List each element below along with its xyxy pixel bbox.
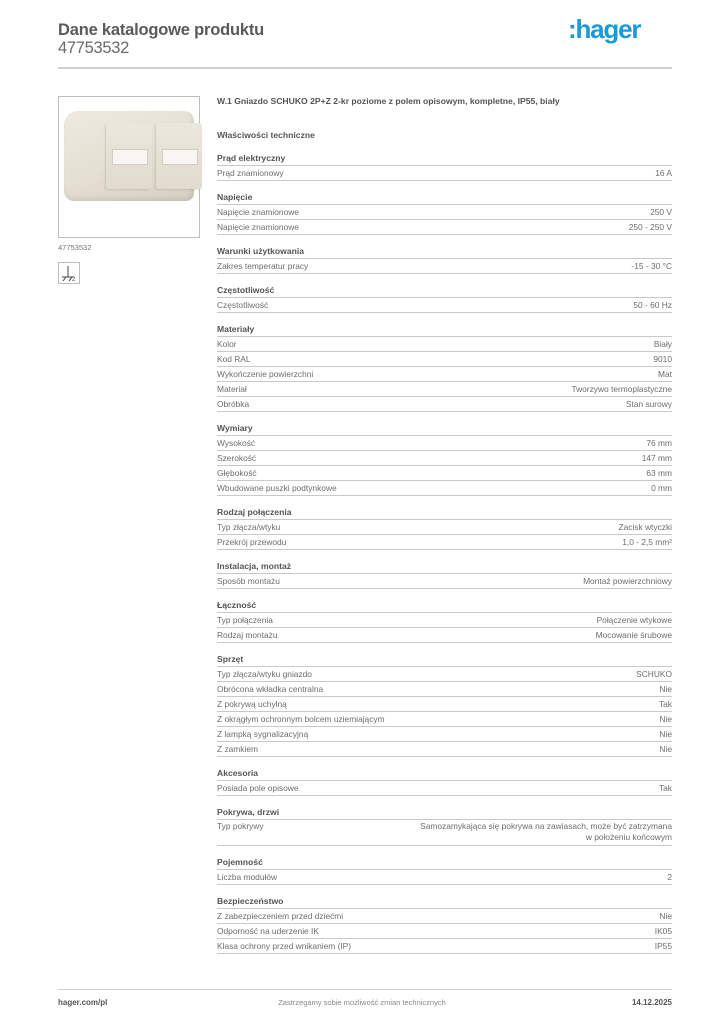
property-group [217, 151, 672, 181]
label-field [162, 149, 198, 165]
group-heading: Łączność [217, 598, 672, 613]
property-label: Typ złącza/wtyku [217, 522, 281, 532]
section-title: Właściwości techniczne [217, 130, 315, 140]
product-number: 47753532 [58, 39, 130, 57]
property-row [217, 939, 672, 954]
property-row [217, 451, 672, 466]
socket-body [64, 111, 194, 201]
group-heading: Akcesoria [217, 766, 672, 781]
property-value: Nie [659, 714, 672, 724]
property-value: Nie [659, 729, 672, 739]
property-value: 16 A [655, 168, 672, 178]
footer-date: 14.12.2025 [631, 998, 672, 1007]
property-row [217, 909, 672, 924]
property-row [217, 781, 672, 796]
property-row [217, 352, 672, 367]
property-group [217, 322, 672, 412]
property-value: 147 mm [641, 453, 672, 463]
property-label: Obróbka [217, 399, 250, 409]
footer-disclaimer: Zastrzegamy sobie możliwość zmian technicznych [278, 998, 446, 1007]
property-row [217, 613, 672, 628]
property-row [217, 870, 672, 885]
header-divider [58, 67, 672, 69]
property-value: Montaż powierzchniowy [583, 576, 672, 586]
property-value: Stan surowy [625, 399, 672, 409]
property-label: Typ złącza/wtyku gniazdo [217, 669, 312, 679]
property-row [217, 924, 672, 939]
property-label: Głębokość [217, 468, 257, 478]
property-row [217, 337, 672, 352]
property-row [217, 481, 672, 496]
group-heading: Sprzęt [217, 652, 672, 667]
property-label: Zakres temperatur pracy [217, 261, 309, 271]
property-row [217, 535, 672, 550]
property-group [217, 421, 672, 496]
property-row [217, 712, 672, 727]
property-label: Kod RAL [217, 354, 251, 364]
group-heading: Pokrywa, drzwi [217, 805, 672, 820]
property-group [217, 505, 672, 550]
property-group [217, 894, 672, 954]
property-value: 1,0 - 2,5 mm² [622, 537, 672, 547]
property-group [217, 244, 672, 274]
property-row [217, 697, 672, 712]
property-label: Obrócona wkładka centralna [217, 684, 324, 694]
property-label: Prąd znamionowy [217, 168, 284, 178]
property-row [217, 742, 672, 757]
property-group [217, 559, 672, 589]
property-row [217, 436, 672, 451]
property-label: Z zabezpieczeniem przed dziećmi [217, 911, 344, 921]
property-value: 0 mm [651, 483, 672, 493]
property-value: 76 mm [646, 438, 672, 448]
socket-lid-right [156, 123, 202, 189]
property-group [217, 283, 672, 313]
group-heading: Częstotliwość [217, 283, 672, 298]
group-heading: Materiały [217, 322, 672, 337]
property-label: Typ pokrywy [217, 821, 264, 831]
group-heading: Warunki użytkowania [217, 244, 672, 259]
property-value: Biały [653, 339, 672, 349]
property-row [217, 298, 672, 313]
product-image [58, 96, 200, 238]
property-group [217, 652, 672, 757]
footer-divider [58, 989, 672, 990]
property-value: 9010 [653, 354, 672, 364]
product-title: W.1 Gniazdo SCHUKO 2P+Z 2-kr poziome z polem opisowym, kompletne, IP55, biały [217, 96, 560, 106]
property-label: Kolor [217, 339, 237, 349]
image-caption: 47753532 [58, 243, 92, 252]
property-label: Wykończenie powierzchni [217, 369, 314, 379]
property-row [217, 727, 672, 742]
property-row [217, 220, 672, 235]
property-row [217, 466, 672, 481]
group-heading: Bezpieczeństwo [217, 894, 672, 909]
group-heading: Wymiary [217, 421, 672, 436]
property-value: IP55 [654, 941, 672, 951]
property-group [217, 598, 672, 643]
property-row [217, 820, 672, 846]
group-heading: Pojemność [217, 855, 672, 870]
property-label: Posiada pole opisowe [217, 783, 299, 793]
svg-text:2: 2 [72, 277, 76, 283]
property-value: Tak [658, 783, 672, 793]
hager-logo: :hager [568, 14, 641, 44]
property-label: Częstotliwość [217, 300, 269, 310]
property-label: Z pokrywą uchylną [217, 699, 287, 709]
property-row [217, 367, 672, 382]
property-value: 63 mm [646, 468, 672, 478]
property-row [217, 205, 672, 220]
surface-mount-symbol-icon [58, 262, 80, 284]
property-row [217, 628, 672, 643]
property-label: Napięcie znamionowe [217, 222, 299, 232]
property-row [217, 682, 672, 697]
property-value: 2 [667, 872, 672, 882]
property-group [217, 190, 672, 235]
property-label: Napięcie znamionowe [217, 207, 299, 217]
property-row [217, 397, 672, 412]
property-label: Materiał [217, 384, 247, 394]
technical-data [217, 93, 672, 954]
property-value: 250 - 250 V [628, 222, 672, 232]
property-row [217, 382, 672, 397]
property-group [217, 855, 672, 885]
property-row [217, 574, 672, 589]
property-label: Z zamkiem [217, 744, 258, 754]
property-group [217, 805, 672, 846]
property-row [217, 166, 672, 181]
property-value: Tak [658, 699, 672, 709]
property-row [217, 259, 672, 274]
property-row [217, 667, 672, 682]
group-heading: Napięcie [217, 190, 672, 205]
group-heading: Prąd elektryczny [217, 151, 672, 166]
property-value: Nie [659, 744, 672, 754]
property-value: -15 - 30 °C [631, 261, 672, 271]
property-label: Sposób montażu [217, 576, 280, 586]
label-field [112, 149, 148, 165]
property-value: 250 V [650, 207, 672, 217]
property-value: SCHUKO [636, 669, 672, 679]
property-value: Samozamykająca się pokrywa na zawiasach, może być zatrzymana w położeniu końcowym [420, 821, 672, 842]
property-value: Połączenie wtykowe [596, 615, 672, 625]
property-value: Mat [658, 369, 672, 379]
property-label: Odporność na uderzenie IK [217, 926, 319, 936]
property-value: Nie [659, 684, 672, 694]
property-label: Wbudowane puszki podtynkowe [217, 483, 337, 493]
property-value: Tworzywo termoplastyczne [571, 384, 672, 394]
property-label: Przekrój przewodu [217, 537, 287, 547]
property-label: Wysokość [217, 438, 256, 448]
property-value: Nie [659, 911, 672, 921]
document-title: Dane katalogowe produktu [58, 21, 265, 39]
socket-lid-left [106, 123, 152, 189]
property-groups [217, 151, 672, 954]
property-value: 50 - 60 Hz [633, 300, 672, 310]
group-heading: Rodzaj połączenia [217, 505, 672, 520]
property-label: Typ połączenia [217, 615, 273, 625]
property-value: IK05 [654, 926, 672, 936]
property-label: Liczba modułów [217, 872, 278, 882]
property-value: Mocowanie śrubowe [595, 630, 672, 640]
property-label: Szerokość [217, 453, 257, 463]
property-group [217, 766, 672, 796]
property-label: Z okrągłym ochronnym bolcem uziemiającym [217, 714, 385, 724]
group-heading: Instalacja, montaż [217, 559, 672, 574]
property-value: Zacisk wtyczki [618, 522, 672, 532]
footer-website-link[interactable]: hager.com/pl [58, 998, 108, 1007]
property-label: Klasa ochrony przed wnikaniem (IP) [217, 941, 352, 951]
property-label: Z lampką sygnalizacyjną [217, 729, 309, 739]
property-row [217, 520, 672, 535]
property-label: Rodzaj montażu [217, 630, 278, 640]
